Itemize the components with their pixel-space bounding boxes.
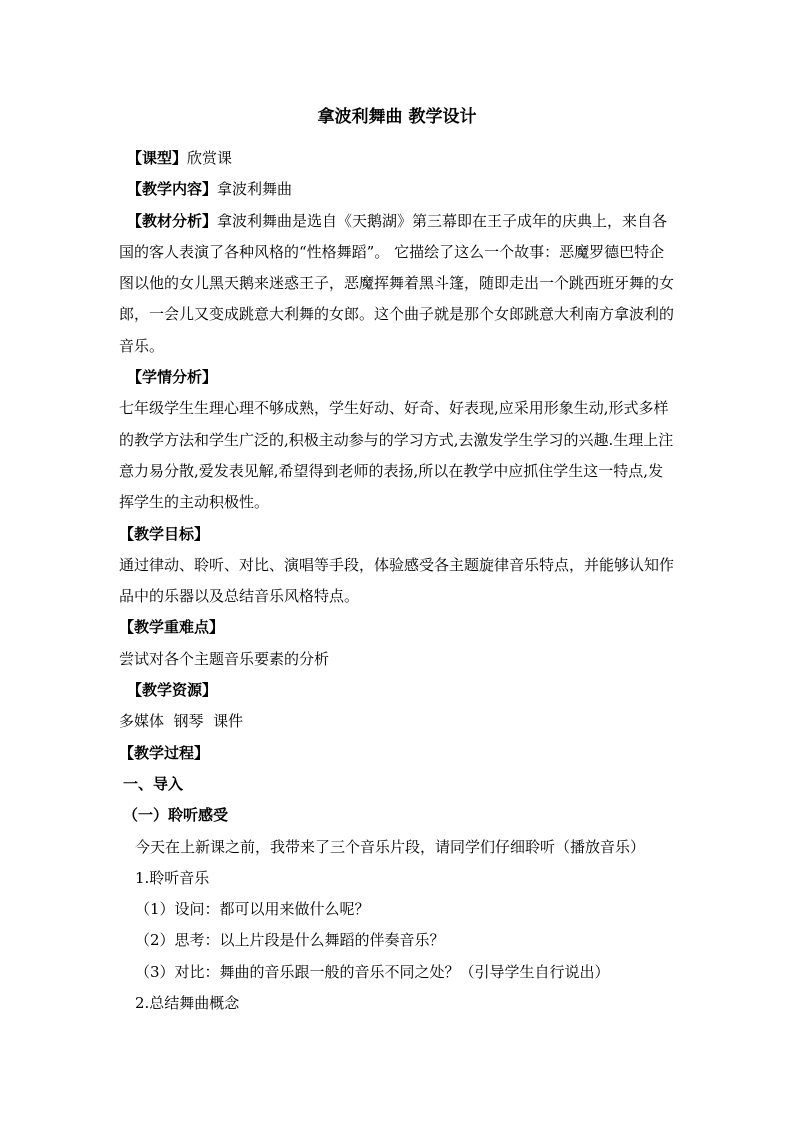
process-label: 【教学过程】 xyxy=(119,743,210,762)
subsection-heading: （一）聆听感受 xyxy=(123,806,229,825)
question-3: （3）对比：舞曲的音乐跟一般的音乐不同之处？（引导学生自行说出） xyxy=(135,962,610,981)
student-paragraph: 七年级学生生理心理不够成熟，学生好动、好奇、好表现,应采用形象生动,形式多样的教学方法和学生广泛的,积极主动参与的学习方式,去激发学生学习的兴趣.生理上注意力易分散,爱发表见解,希望得到老师的表扬,所以在教学中应抓住学生这一特点,发挥学生的主动积极性。 xyxy=(119,399,674,512)
resource-text: 多媒体 钢琴 课件 xyxy=(119,712,244,731)
content-value: 拿波利舞曲 xyxy=(217,180,293,199)
content-row xyxy=(119,174,677,205)
key-text: 尝试对各个主题音乐要素的分析 xyxy=(119,649,330,668)
student-label: 【学情分析】 xyxy=(127,368,218,387)
question-2: （2）思考：以上片段是什么舞蹈的伴奏音乐？ xyxy=(135,931,445,950)
section-heading: 一、导入 xyxy=(123,774,184,793)
step-listen: 1.聆听音乐 xyxy=(135,868,210,887)
question-1: （1）设问：都可以用来做什么呢？ xyxy=(135,900,370,919)
lesson-type-row xyxy=(119,143,677,174)
content-label: 【教学内容】 xyxy=(127,180,218,199)
resource-label: 【教学资源】 xyxy=(127,681,218,700)
intro-text: 今天在上新课之前，我带来了三个音乐片段，请同学们仔细聆听（播放音乐） xyxy=(135,837,646,856)
step-summary: 2.总结舞曲概念 xyxy=(135,994,240,1013)
analysis-label: 【教材分析】 xyxy=(127,211,218,230)
analysis-text: 拿波利舞曲是选自《天鹅湖》第三幕即在王子成年的庆典上，来自各国的客人表演了各种风格的“性格舞蹈”。 它描绘了这么一个故事：恶魔罗德巴特企图以他的女儿黑天鹅来迷惑王子，恶魔挥舞着黑斗篷，随即走出一个跳西班牙舞的女郎，一会儿又变成跳意大利舞的女郎。这个曲子就是那个女郎跳意大利南方拿波利的音乐。 xyxy=(119,211,675,355)
goal-paragraph: 通过律动、聆听、对比、演唱等手段，体验感受各主题旋律音乐特点，并能够认知作品中的乐器以及总结音乐风格特点。 xyxy=(119,555,675,606)
lesson-type-label: 【课型】 xyxy=(127,149,188,167)
analysis-paragraph xyxy=(119,206,677,362)
goal-label: 【教学目标】 xyxy=(119,524,210,543)
document-body xyxy=(119,143,677,1019)
key-label: 【教学重难点】 xyxy=(119,618,225,637)
document-title: 拿波利舞曲 教学设计 xyxy=(317,107,477,127)
lesson-type-value: 欣赏课 xyxy=(187,149,233,167)
